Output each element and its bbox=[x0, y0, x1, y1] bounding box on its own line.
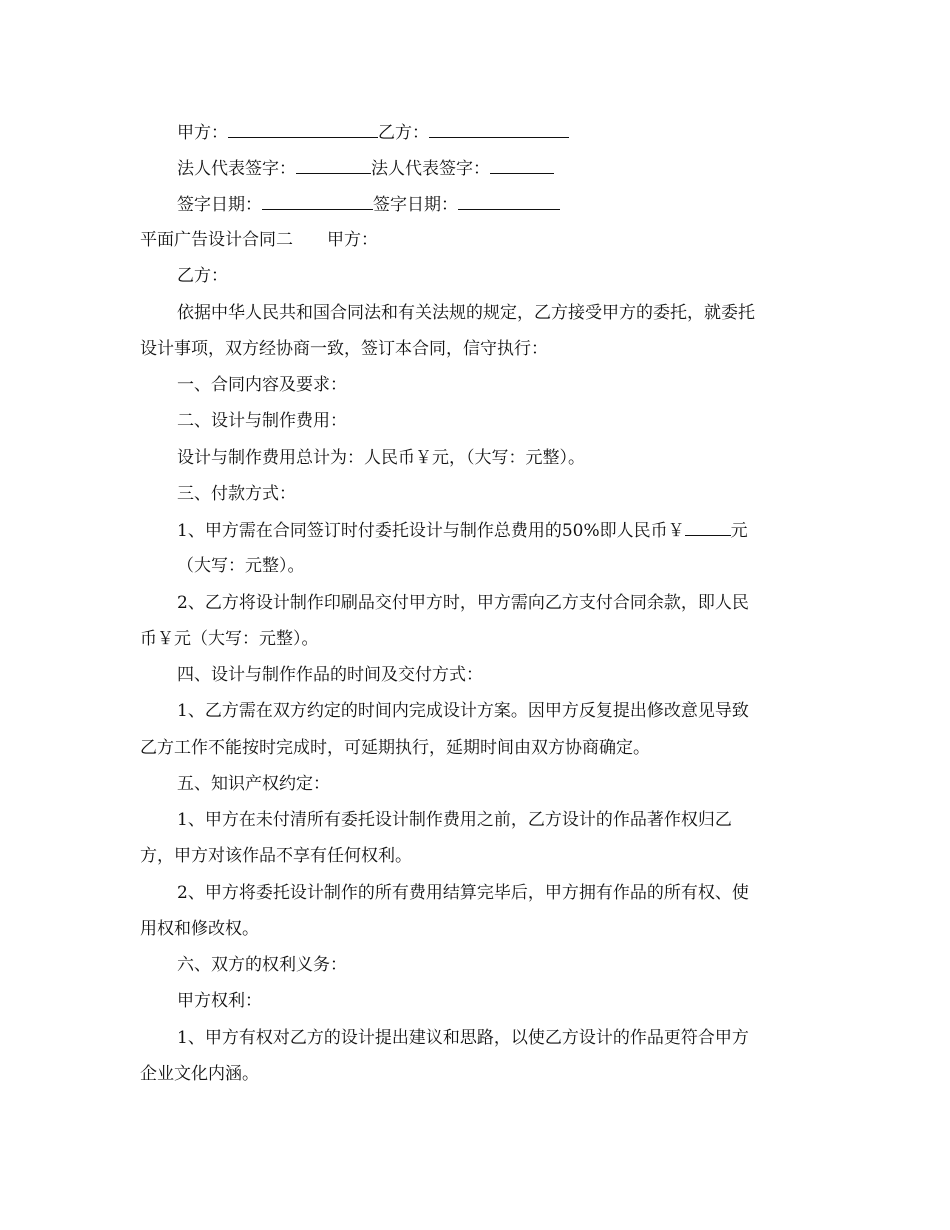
section-3-item-2-line-1: 2、乙方将设计制作印刷品交付甲方时，甲方需向乙方支付合同余款，即人民 bbox=[177, 593, 749, 613]
section-4-item-1-line-2: 乙方工作不能按时完成时，可延期执行，延期时间由双方协商确定。 bbox=[140, 738, 650, 758]
contract-title: 平面广告设计合同二 甲方： bbox=[140, 230, 378, 250]
date-b-label: 签字日期： bbox=[373, 195, 458, 215]
signature-line-representative bbox=[177, 157, 554, 179]
party-a-rights-heading: 甲方权利： bbox=[177, 991, 262, 1011]
rep-a-label: 法人代表签字： bbox=[177, 159, 296, 179]
section-4-heading: 四、设计与制作作品的时间及交付方式： bbox=[177, 665, 483, 685]
rep-b-label: 法人代表签字： bbox=[371, 159, 490, 179]
section-6-heading: 六、双方的权利义务： bbox=[177, 955, 347, 975]
section-5-item-1-line-1: 1、甲方在未付清所有委托设计制作费用之前，乙方设计的作品著作权归乙 bbox=[177, 810, 732, 830]
date-a-blank[interactable] bbox=[262, 193, 373, 210]
section-3-item-1-line-1: 1、甲方需在合同签订时付委托设计与制作总费用的50%即人民币￥ 元 bbox=[177, 521, 748, 541]
section-3-heading: 三、付款方式： bbox=[177, 484, 296, 504]
date-b-blank[interactable] bbox=[458, 193, 560, 210]
party-b-label: 乙方： bbox=[378, 123, 429, 143]
section-3-item-1-line-2: （大写：元整）。 bbox=[177, 556, 305, 576]
section-4-item-1-line-1: 1、乙方需在双方约定的时间内完成设计方案。因甲方反复提出修改意见导致 bbox=[177, 701, 749, 721]
party-b-line: 乙方： bbox=[177, 266, 228, 286]
section-2-total: 设计与制作费用总计为：人民币￥元，（大写：元整）。 bbox=[177, 448, 585, 468]
rep-b-blank[interactable] bbox=[490, 157, 554, 174]
party-a-blank[interactable] bbox=[228, 121, 378, 138]
section-1-heading: 一、合同内容及要求： bbox=[177, 375, 347, 395]
section-2-heading: 二、设计与制作费用： bbox=[177, 411, 347, 431]
date-a-label: 签字日期： bbox=[177, 195, 262, 215]
section-3-item-2-line-2: 币￥元（大写：元整）。 bbox=[140, 629, 319, 649]
intro-paragraph-line-2: 设计事项，双方经协商一致，签订本合同，信守执行： bbox=[140, 339, 548, 359]
section-5-item-2-line-1: 2、甲方将委托设计制作的所有费用结算完毕后，甲方拥有作品的所有权、使 bbox=[177, 883, 749, 903]
signature-line-date bbox=[177, 193, 560, 215]
signature-line-party bbox=[177, 121, 569, 143]
intro-paragraph-line-1: 依据中华人民共和国合同法和有关法规的规定，乙方接受甲方的委托，就委托 bbox=[177, 303, 755, 323]
section-5-heading: 五、知识产权约定： bbox=[177, 774, 330, 794]
amount-blank[interactable] bbox=[685, 519, 731, 536]
section-5-item-1-line-2: 方，甲方对该作品不享有任何权利。 bbox=[140, 846, 412, 866]
party-a-rights-item-1-line-2: 企业文化内涵。 bbox=[140, 1064, 259, 1084]
party-a-rights-item-1-line-1: 1、甲方有权对乙方的设计提出建议和思路，以使乙方设计的作品更符合甲方 bbox=[177, 1028, 749, 1048]
party-b-blank[interactable] bbox=[429, 121, 569, 138]
rep-a-blank[interactable] bbox=[296, 157, 371, 174]
section-5-item-2-line-2: 用权和修改权。 bbox=[140, 919, 259, 939]
party-a-label: 甲方： bbox=[177, 123, 228, 143]
